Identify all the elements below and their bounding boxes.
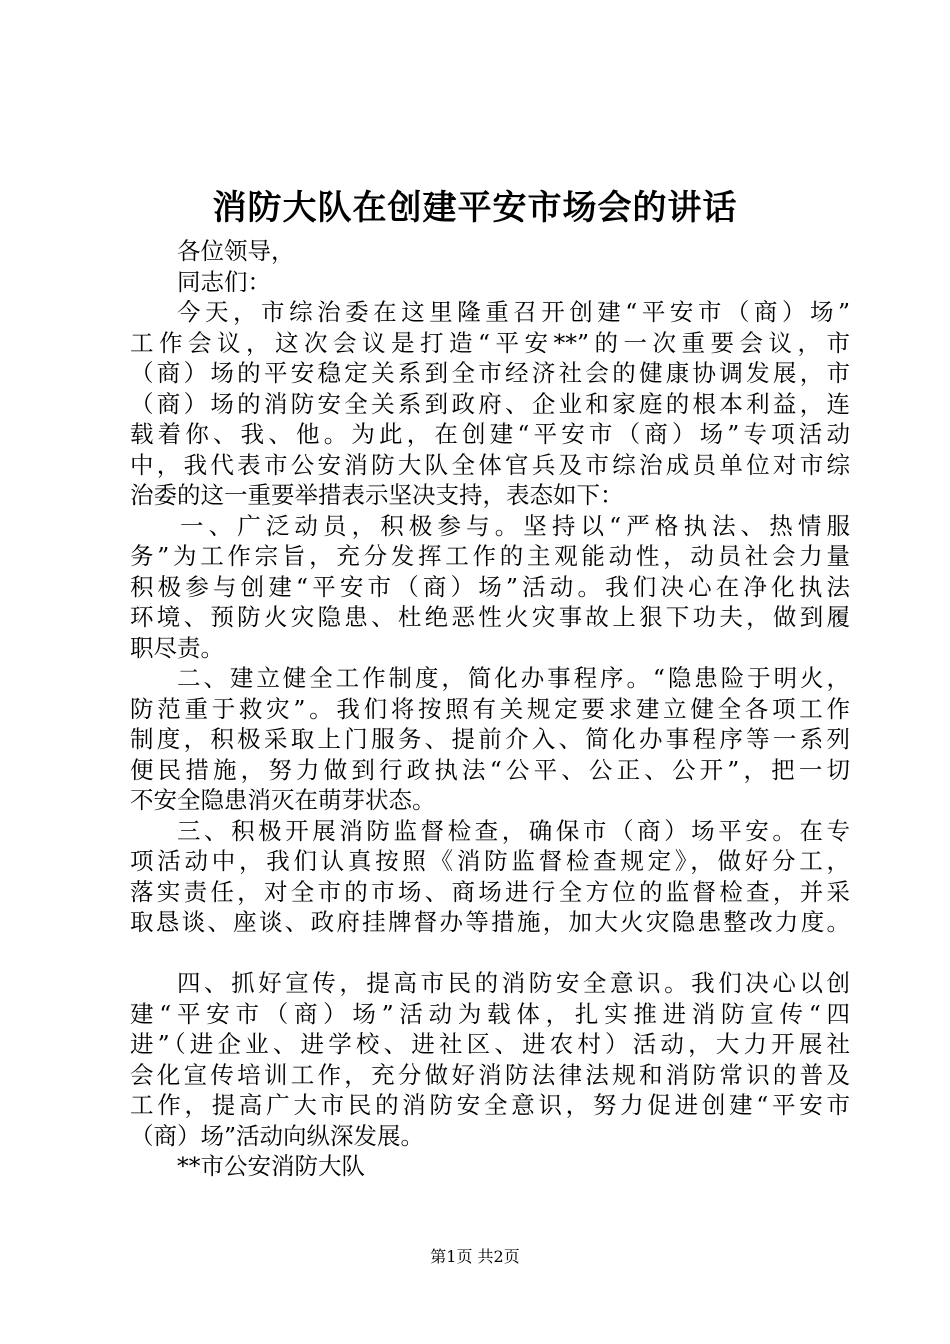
document-title: 消防大队在创建平安市场会的讲话 [212,188,738,228]
text-line: 取恳谈、座谈、政府挂牌督办等措施，加大火灾隐患整改力度。 [130,908,850,936]
text-line: 防范重于救灾”。我们将按照有关规定要求建立健全各项工作 [130,694,850,723]
paragraph-point-one [130,511,850,664]
text-line: 建“平安市（商）场”活动为载体，扎实推进消防宣传“四 [130,999,850,1028]
text-line: 治委的这一重要举措表示坚决支持，表态如下： [130,481,624,509]
text-line: 三、积极开展消防监督检查，确保市（商）场平安。在专 [177,816,850,845]
text-line: 今天，市综治委在这里隆重召开创建“平安市（商）场” [177,298,850,326]
text-line: 不安全隐患消灭在萌芽状态。 [130,786,436,814]
text-line: （商）场的平安稳定关系到全市经济社会的健康协调发展，市 [130,359,850,387]
text-line: 职尽责。 [130,633,224,662]
text-line: 务”为工作宗旨，充分发挥工作的主观能动性，动员社会力量 [130,542,850,570]
text-line: （商）场”活动向纵深发展。 [130,1121,425,1150]
text-line: 积极参与创建“平安市（商）场”活动。我们决心在净化执法 [130,572,850,601]
text-line: 制度，积极采取上门服务、提前介入、简化办事程序等一系列 [130,725,850,753]
text-line: 中，我代表市公安消防大队全体官兵及市综治成员单位对市综 [130,450,850,479]
text-line: 载着你、我、他。为此，在创建“平安市（商）场”专项活动 [130,420,850,448]
text-line: 四、抓好宣传，提高市民的消防安全意识。我们决心以创 [177,969,850,997]
text-line: 二、建立健全工作制度，简化办事程序。“隐患险于明火， [177,664,850,692]
text-line: 会化宣传培训工作，充分做好消防法律法规和消防常识的普及 [130,1060,850,1089]
text-line: 便民措施，努力做到行政执法“公平、公正、公开”，把一切 [130,755,850,784]
text-line: 落实责任，对全市的市场、商场进行全方位的监督检查，并采 [130,877,850,906]
document-body [130,236,850,1182]
text-line: 工作，提高广大市民的消防安全意识，努力促进创建“平安市 [130,1091,850,1119]
paragraph-point-three [130,816,850,938]
greeting-line: 各位领导， [177,237,295,265]
text-line: （商）场的消防安全关系到政府、企业和家庭的根本利益，连 [130,389,850,418]
text-line: 一、广泛动员，积极参与。坚持以“严格执法、热情服 [180,511,850,540]
text-line: 环境、预防火灾隐患、杜绝恶性火灾事故上狠下功夫，做到履 [130,603,850,631]
page-number-footer: 第1页 共2页 [430,1247,520,1266]
paragraph-point-two [130,663,850,816]
text-line: 项活动中，我们认真按照《消防监督检查规定》，做好分工， [130,847,850,875]
signature: **市公安消防大队 [177,1152,365,1180]
paragraph-spacer [130,938,850,969]
paragraph-opening [130,297,850,511]
paragraph-point-four [130,968,850,1151]
text-line: 进”（进企业、进学校、进社区、进农村）活动，大力开展社 [130,1030,850,1058]
text-line: 工作会议，这次会议是打造“平安**”的一次重要会议，市 [130,328,850,357]
greeting-line: 同志们： [177,267,271,296]
